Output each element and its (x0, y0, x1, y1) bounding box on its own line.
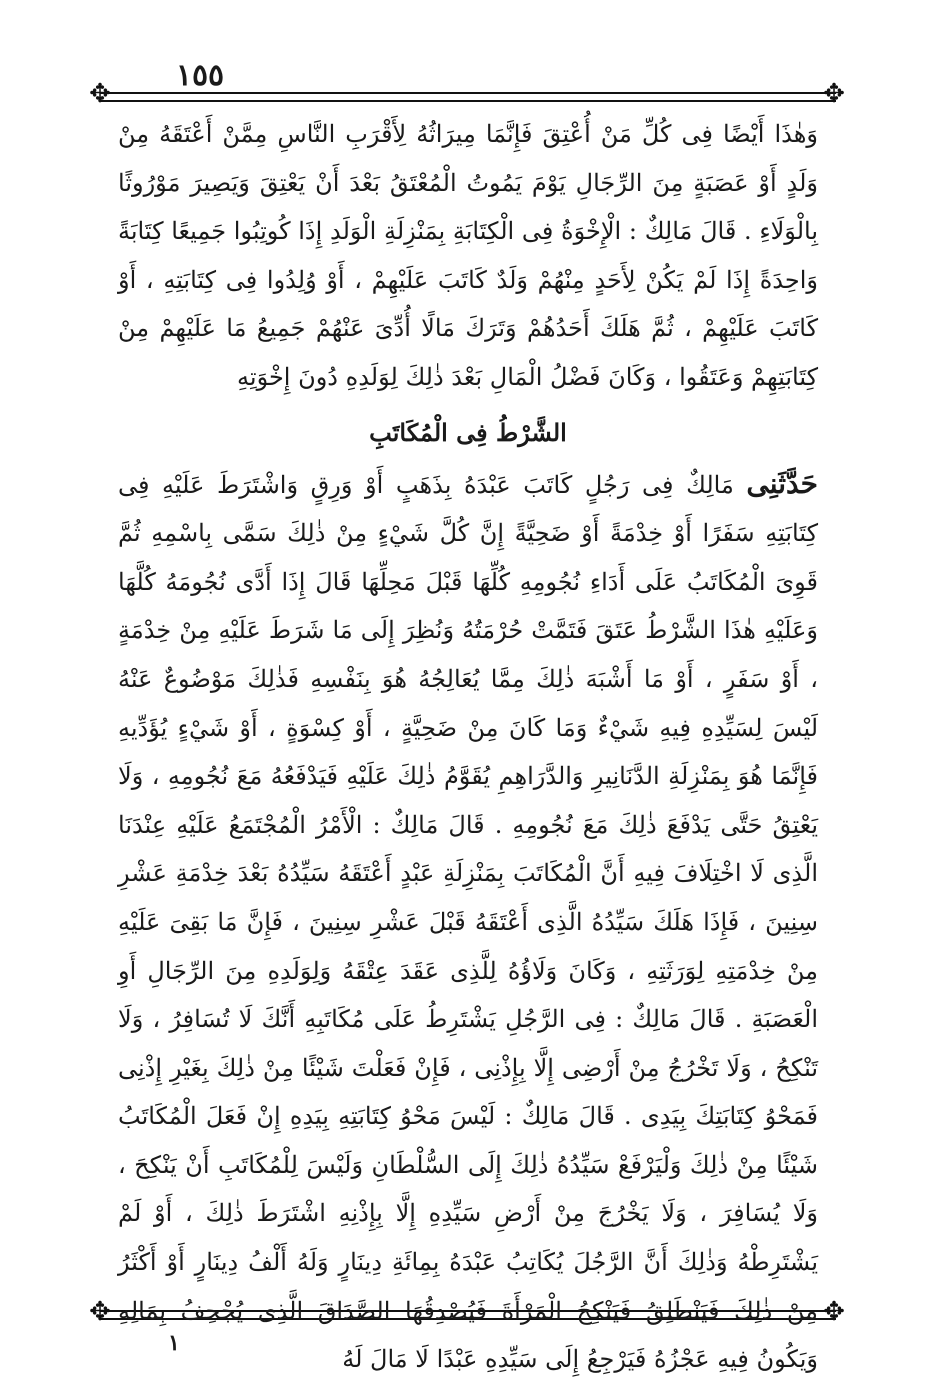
paragraph-conditions-text: مَالِكٌ فِى رَجُلٍ كَاتَبَ عَبْدَهُ بِذَهَبٍ أَوْ وَرِقٍ وَاشْتَرَطَ عَلَيْهِ فِى كِتَابَتِهِ سَفَرًا أَوْ خِدْمَةً أَوْ ضَحِيَّةً إِنَّ كُلَّ شَيْءٍ مِنْ ذٰلِكَ سَمَّى بِاسْمِهِ ثُمَّ قَوِىَ الْمُكَاتَبُ عَلَى أَدَاءِ نُجُومِهِ كُلِّهَا قَبْلَ مَحِلِّهَا قَالَ إِذَا أَدَّى نُجُومَهُ كُلَّهَا وَعَلَيْهِ هٰذَا الشَّرْطُ عَتَقَ فَتَمَّتْ حُرْمَتُهُ وَنُظِرَ إِلَى مَا شَرَطَ عَلَيْهِ مِنْ خِدْمَةٍ ، أَوْ سَفَرٍ ، أَوْ مَا أَشْبَهَ ذٰلِكَ مِمَّا يُعَالِجُهُ هُوَ بِنَفْسِهِ فَذٰلِكَ مَوْضُوعٌ عَنْهُ لَيْسَ لِسَيِّدِهِ فِيهِ شَيْءٌ وَمَا كَانَ مِنْ ضَحِيَّةٍ ، أَوْ كِسْوَةٍ ، أَوْ شَيْءٍ يُؤَدِّيهِ فَإِنَّمَا هُوَ بِمَنْزِلَةِ الدَّنَانِيرِ وَالدَّرَاهِمِ يُقَوَّمُ ذٰلِكَ عَلَيْهِ فَيَدْفَعُهُ مَعَ نُجُومِهِ ، وَلَا يَعْتِقُ حَتَّى يَدْفَعَ ذٰلِكَ مَعَ نُجُومِهِ . قَالَ مَالِكٌ : الْأَمْرُ الْمُجْتَمَعُ عَلَيْهِ عِنْدَنَا الَّذِى لَا اخْتِلَافَ فِيهِ أَنَّ الْمُكَاتَبَ بِمَنْزِلَةِ عَبْدٍ أَعْتَقَهُ سَيِّدُهُ بَعْدَ خِدْمَةِ عَشْرِ سِنِينَ ، فَإِذَا هَلَكَ سَيِّدُهُ الَّذِى أَعْتَقَهُ قَبْلَ عَشْرِ سِنِينَ ، فَإِنَّ مَا بَقِىَ عَلَيْهِ مِنْ خِدْمَتِهِ لِوَرَثَتِهِ ، وَكَانَ وَلَاؤُهُ لِلَّذِى عَقَدَ عِتْقَهُ وَلِوَلَدِهِ مِنَ الرِّجَالِ أَوِ الْعَصَبَةِ . قَالَ مَالِكٌ : فِى الرَّجُلِ يَشْتَرِطُ عَلَى مُكَاتَبِهِ أَنَّكَ لَا تُسَافِرُ ، وَلَا تَنْكِحُ ، وَلَا تَخْرُجُ مِنْ أَرْضِى إِلَّا بِإِذْنِى ، فَإِنْ فَعَلْتَ شَيْئًا مِنْ ذٰلِكَ بِغَيْرِ إِذْنِى فَمَحْوُ كِتَابَتِكَ بِيَدِى . قَالَ مَالِكٌ : لَيْسَ مَحْوُ كِتَابَتِهِ بِيَدِهِ إِنْ فَعَلَ الْمُكَاتَبُ شَيْئًا مِنْ ذٰلِكَ وَلْيَرْفَعْ سَيِّدُهُ ذٰلِكَ إِلَى السُّلْطَانِ وَلَيْسَ لِلْمُكَاتَبِ أَنْ يَنْكِحَ ، وَلَا يُسَافِرَ ، وَلَا يَخْرُجَ مِنْ أَرْضِ سَيِّدِهِ إِلَّا بِإِذْنِهِ اشْتَرَطَ ذٰلِكَ ، أَوْ لَمْ يَشْتَرِطْهُ وَذٰلِكَ أَنَّ الرَّجُلَ يُكَاتِبُ عَبْدَهُ بِمِائَةِ دِينَارٍ وَلَهُ أَلْفُ دِينَارٍ أَوْ أَكْثَرُ مِنْ ذٰلِكَ فَيَنْطَلِقُ فَيَنْكِحُ الْمَرْأَةَ فَيُصْدِقُهَا الصَّدَاقَ الَّذِى يُجْحِفُ بِمَالِهِ وَيَكُونُ فِيهِ عَجْزُهُ فَيَرْجِعُ إِلَى سَيِّدِهِ عَبْدًا لَا مَالَ لَهُ (118, 470, 819, 1374)
corner-ornament-icon: ✥ (823, 79, 845, 109)
paragraph-conditions (118, 460, 818, 1384)
lead-word: حَدَّثَنِى (746, 466, 818, 500)
section-heading: الشَّرْطُ فِى الْمُكَاتَبِ (369, 417, 567, 447)
corner-ornament-icon: ✥ (823, 1297, 845, 1327)
page-body (118, 110, 818, 1384)
footer-signature-mark: ١ (168, 1330, 180, 1356)
corner-ornament-icon: ✥ (89, 79, 111, 109)
page-number: ١٥٥ (175, 58, 225, 93)
corner-ornament-icon: ✥ (89, 1297, 111, 1327)
top-border-rule (100, 92, 836, 102)
paragraph-inheritance: وَهٰذَا أَيْضًا فِى كُلِّ مَنْ أُعْتِقَ فَإِنَّمَا مِيرَاثُهُ لِأَقْرَبِ النَّاسِ مِمَّنْ أَعْتَقَهُ مِنْ وَلَدٍ أَوْ عَصَبَةٍ مِنَ الرِّجَالِ يَوْمَ يَمُوتُ الْمُعْتَقُ بَعْدَ أَنْ يَعْتِقَ وَيَصِيرَ مَوْرُوثًا بِالْوَلَاءِ . قَالَ مَالِكٌ : الْإِخْوَةُ فِى الْكِتَابَةِ بِمَنْزِلَةِ الْوَلَدِ إِذَا كُوتِبُوا جَمِيعًا كِتَابَةً وَاحِدَةً إِذَا لَمْ يَكُنْ لِأَحَدٍ مِنْهُمْ وَلَدٌ كَاتَبَ عَلَيْهِمْ ، أَوْ وُلِدُوا فِى كِتَابَتِهِ ، أَوْ كَاتَبَ عَلَيْهِمْ ، ثُمَّ هَلَكَ أَحَدُهُمْ وَتَرَكَ مَالًا أُدِّىَ عَنْهُمْ جَمِيعُ مَا عَلَيْهِمْ مِنْ كِتَابَتِهِمْ وَعَتَقُوا ، وَكَانَ فَضْلُ الْمَالِ بَعْدَ ذٰلِكَ لِوَلَدِهِ دُونَ إِخْوَتِهِ (118, 120, 819, 391)
